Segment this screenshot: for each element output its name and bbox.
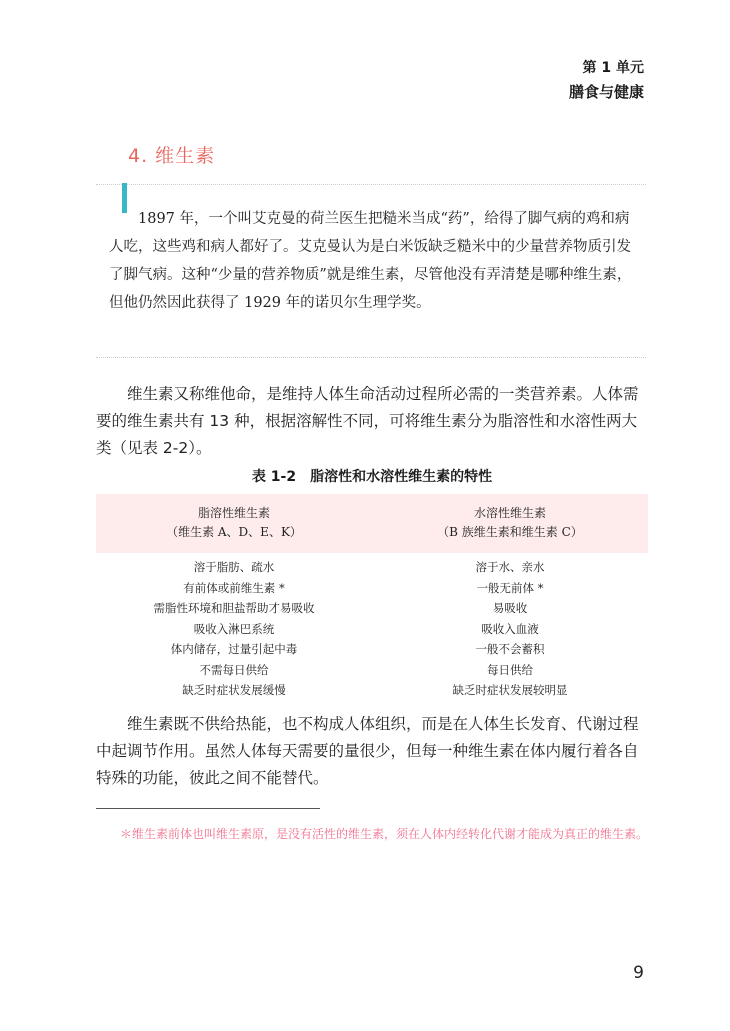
table-cell-fat: 有前体或前维生素 *: [183, 580, 285, 595]
table-row: [96, 553, 648, 578]
vitamin-table: [96, 494, 648, 701]
table-header-water-soluble: [372, 494, 648, 553]
header-fat-subtitle: （维生素 A、D、E、K）: [166, 525, 302, 539]
table-row: [96, 578, 648, 599]
table-cell-water: 缺乏时症状发展较明显: [452, 683, 568, 697]
table-row: [96, 660, 648, 681]
footnote-rule: [96, 808, 320, 809]
unit-header: [569, 57, 644, 105]
table-cell-fat: 缺乏时症状发展缓慢: [182, 683, 286, 697]
footnote: ＊维生素前体也叫维生素原，是没有活性的维生素，须在人体内经转化代谢才能成为真正的维生素。: [120, 827, 649, 841]
section-title: 4. 维生素: [128, 145, 216, 167]
table-cell-fat: 需脂性环境和胆盐帮助才易吸收: [153, 601, 315, 615]
table-cell-fat: 体内储存，过量引起中毒: [170, 642, 298, 656]
table-row: [96, 598, 648, 619]
header-water-subtitle: （B 族维生素和维生素 C）: [437, 525, 583, 539]
table-cell-water: 一般不会蓄积: [475, 642, 545, 656]
table-row: [96, 680, 648, 701]
page-number: 9: [633, 963, 644, 983]
table-row: [96, 619, 648, 640]
table-cell-fat: 不需每日供给: [199, 662, 269, 677]
header-water-title: 水溶性维生素: [473, 506, 546, 520]
story-text: 1897 年，一个叫艾克曼的荷兰医生把糙米当成“药”，给得了脚气病的鸡和病人吃，这些鸡和病人都好了。艾克曼认为是白米饭缺乏糙米中的少量营养物质引发了脚气病。这种“少量的营养物质”就是维生素，尽管他没有弄清楚是哪种维生素，但他仍然因此获得了 1929 年的诺贝尔生理学奖。: [109, 211, 632, 311]
table-cell-fat: 吸收入淋巴系统: [193, 621, 275, 636]
table-cell-fat: 溶于脂肪、疏水: [193, 560, 275, 574]
table-cell-water: 一般无前体 *: [476, 580, 544, 595]
intro-paragraph: 维生素又称维他命，是维持人体生命活动过程所必需的一类营养素。人体需要的维生素共有 13 种，根据溶解性不同，可将维生素分为脂溶性和水溶性两大类（见表 2-2）。: [96, 385, 639, 457]
unit-title: 膳食与健康: [568, 83, 644, 101]
table-caption: 表 1-2 脂溶性和水溶性维生素的特性: [251, 469, 493, 485]
table-cell-water: 每日供给: [487, 662, 533, 677]
table-cell-water: 易吸收: [492, 601, 528, 615]
table-row: [96, 639, 648, 660]
story-box: [96, 184, 646, 358]
header-fat-title: 脂溶性维生素: [197, 506, 270, 520]
table-header-fat-soluble: [96, 494, 372, 553]
table-cell-water: 吸收入血液: [481, 621, 539, 636]
function-paragraph: 维生素既不供给热能，也不构成人体组织，而是在人体生长发育、代谢过程中起调节作用。虽然人体每天需要的量很少，但每一种维生素在体内履行着各自特殊的功能，彼此之间不能替代。: [96, 715, 639, 787]
unit-number: 第 1 单元: [582, 60, 644, 76]
table-cell-water: 溶于水、亲水: [475, 560, 545, 574]
